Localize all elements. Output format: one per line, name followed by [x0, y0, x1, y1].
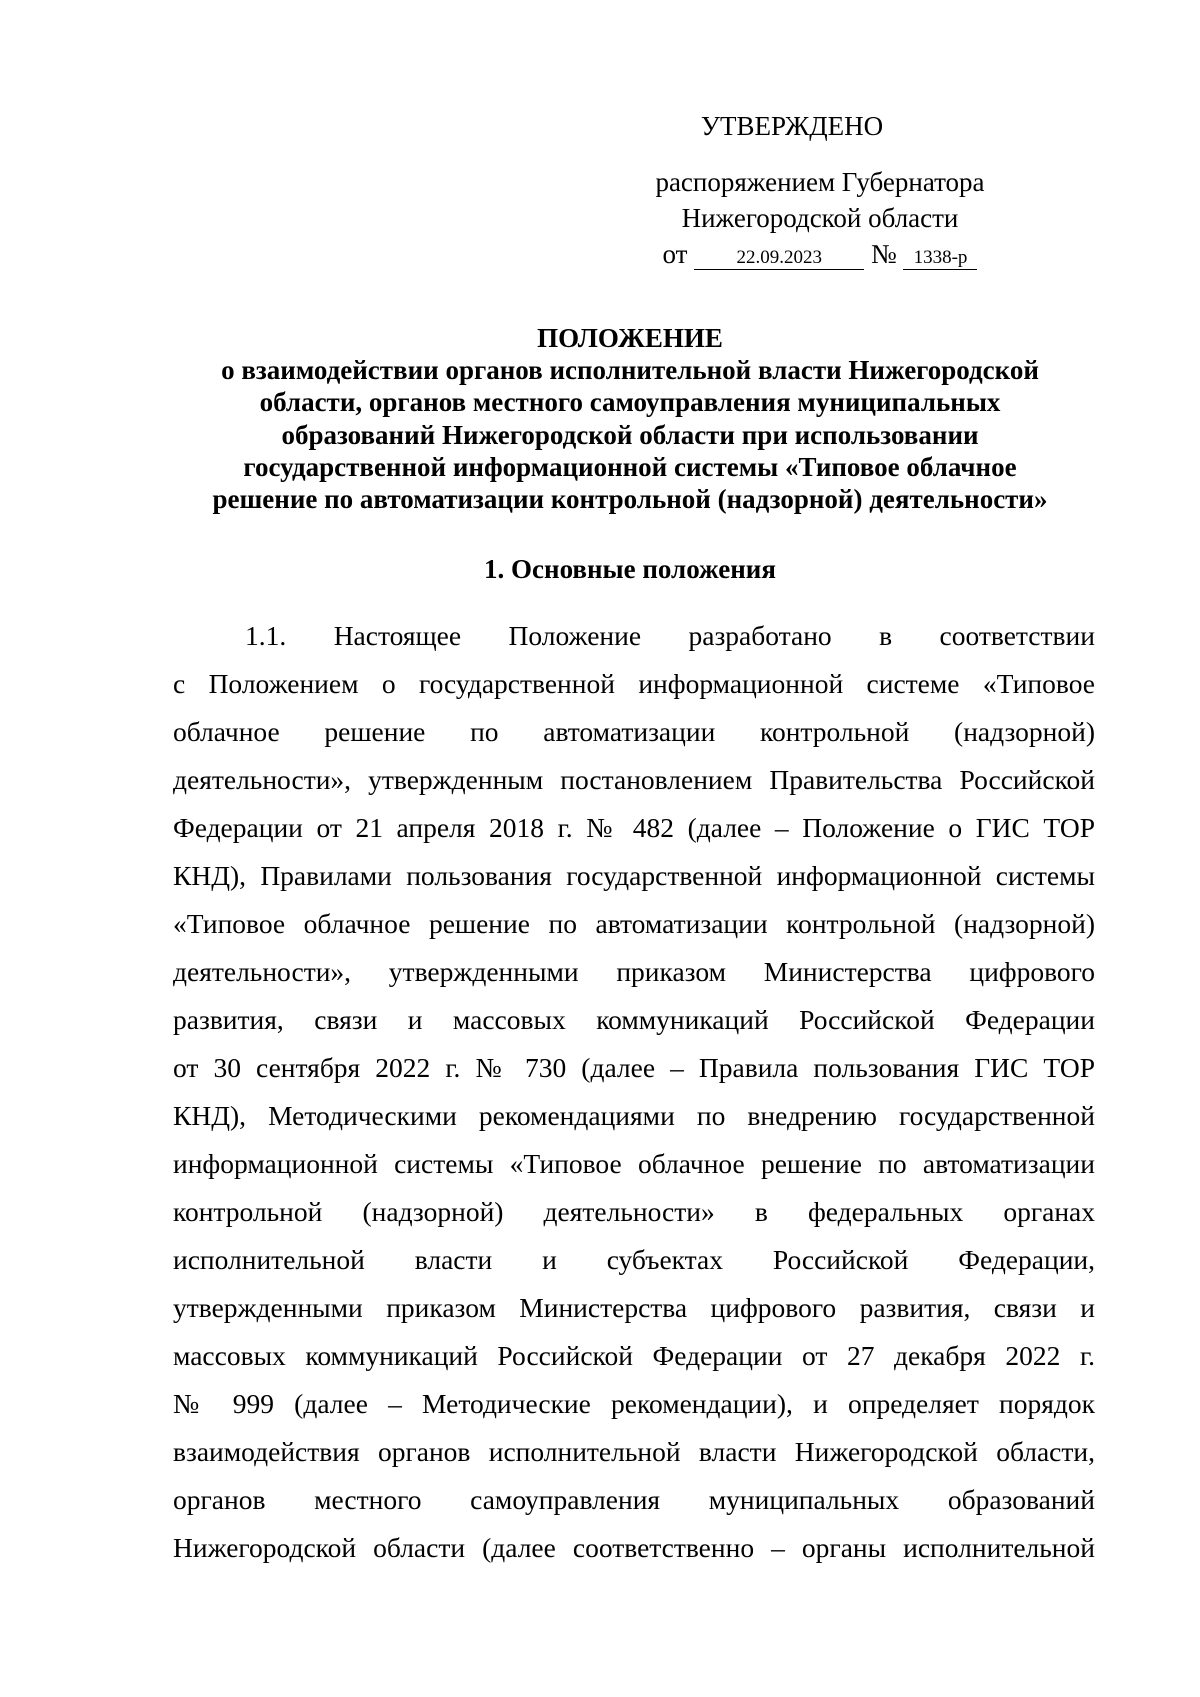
text-line: органов местного самоуправления муниципальных образований [173, 1484, 1095, 1515]
from-label: от [662, 239, 688, 269]
approval-line-1: распоряжением Губернатора [655, 167, 985, 197]
word: 1.1. [245, 620, 287, 651]
word: разработано [688, 620, 832, 651]
text-line: деятельности», утвержденным постановлением Правительства Российской [173, 764, 1095, 795]
text-line: облачное решение по автоматизации контрольной (надзорной) [173, 716, 1095, 747]
text-line: № 999 (далее – Методические рекомендации), и определяет порядок [173, 1388, 1095, 1419]
approval-stamp: УТВЕРЖДЕНО [700, 111, 884, 141]
text-line: Нижегородской области (далее соответственно – органы исполнительной [173, 1532, 1095, 1563]
word: Настоящее [333, 620, 462, 651]
title-line: государственной информационной системы «Типовое облачное [243, 451, 1017, 482]
approval-date-row [620, 236, 1020, 272]
text-line: взаимодействия органов исполнительной власти Нижегородской области, [173, 1436, 1095, 1467]
text-line: исполнительной власти и субъектах Российской Федерации, [173, 1244, 1095, 1275]
text-line: деятельности», утвержденными приказом Министерства цифрового [173, 956, 1095, 987]
body-text [173, 612, 1095, 1572]
text-line: КНД), Правилами пользования государственной информационной системы [173, 860, 1095, 891]
title-line: решение по автоматизации контрольной (надзорной) деятельности» [212, 484, 1048, 515]
text-line: с Положением о государственной информационной системе «Типовое [173, 668, 1095, 699]
word: Положение [508, 620, 642, 651]
section-heading: 1. Основные положения [484, 554, 776, 584]
approval-number: 1338-р [903, 247, 977, 270]
text-line: информационной системы «Типовое облачное решение по автоматизации [173, 1148, 1095, 1179]
text-line: контрольной (надзорной) деятельности» в федеральных органах [173, 1196, 1095, 1227]
text-line: от 30 сентября 2022 г. № 730 (далее – Правила пользования ГИС ТОР [173, 1052, 1095, 1083]
approval-date: 22.09.2023 [694, 247, 864, 270]
word: соответствии [939, 620, 1095, 651]
title-line: области, органов местного самоуправления муниципальных [259, 387, 1001, 418]
text-line: КНД), Методическими рекомендациями по внедрению государственной [173, 1100, 1095, 1131]
text-line: Федерации от 21 апреля 2018 г. № 482 (далее – Положение о ГИС ТОР [173, 812, 1095, 843]
approval-line-2: Нижегородской области [681, 203, 959, 233]
approval-block [620, 108, 1020, 272]
text-line: утвержденными приказом Министерства цифрового развития, связи и [173, 1292, 1095, 1323]
text-line: массовых коммуникаций Российской Федерации от 27 декабря 2022 г. [173, 1340, 1095, 1371]
text-line: развития, связи и массовых коммуникаций Российской Федерации [173, 1004, 1095, 1035]
text-line: «Типовое облачное решение по автоматизации контрольной (надзорной) [173, 908, 1095, 939]
word: в [879, 620, 893, 651]
title-line: о взаимодействии органов исполнительной власти Нижегородской [221, 355, 1039, 386]
number-label: № [870, 239, 897, 269]
title-heading: ПОЛОЖЕНИЕ [537, 323, 723, 353]
document-title [170, 322, 1090, 515]
paragraph-first-line [173, 612, 1095, 660]
title-line: образований Нижегородской области при использовании [281, 419, 979, 450]
